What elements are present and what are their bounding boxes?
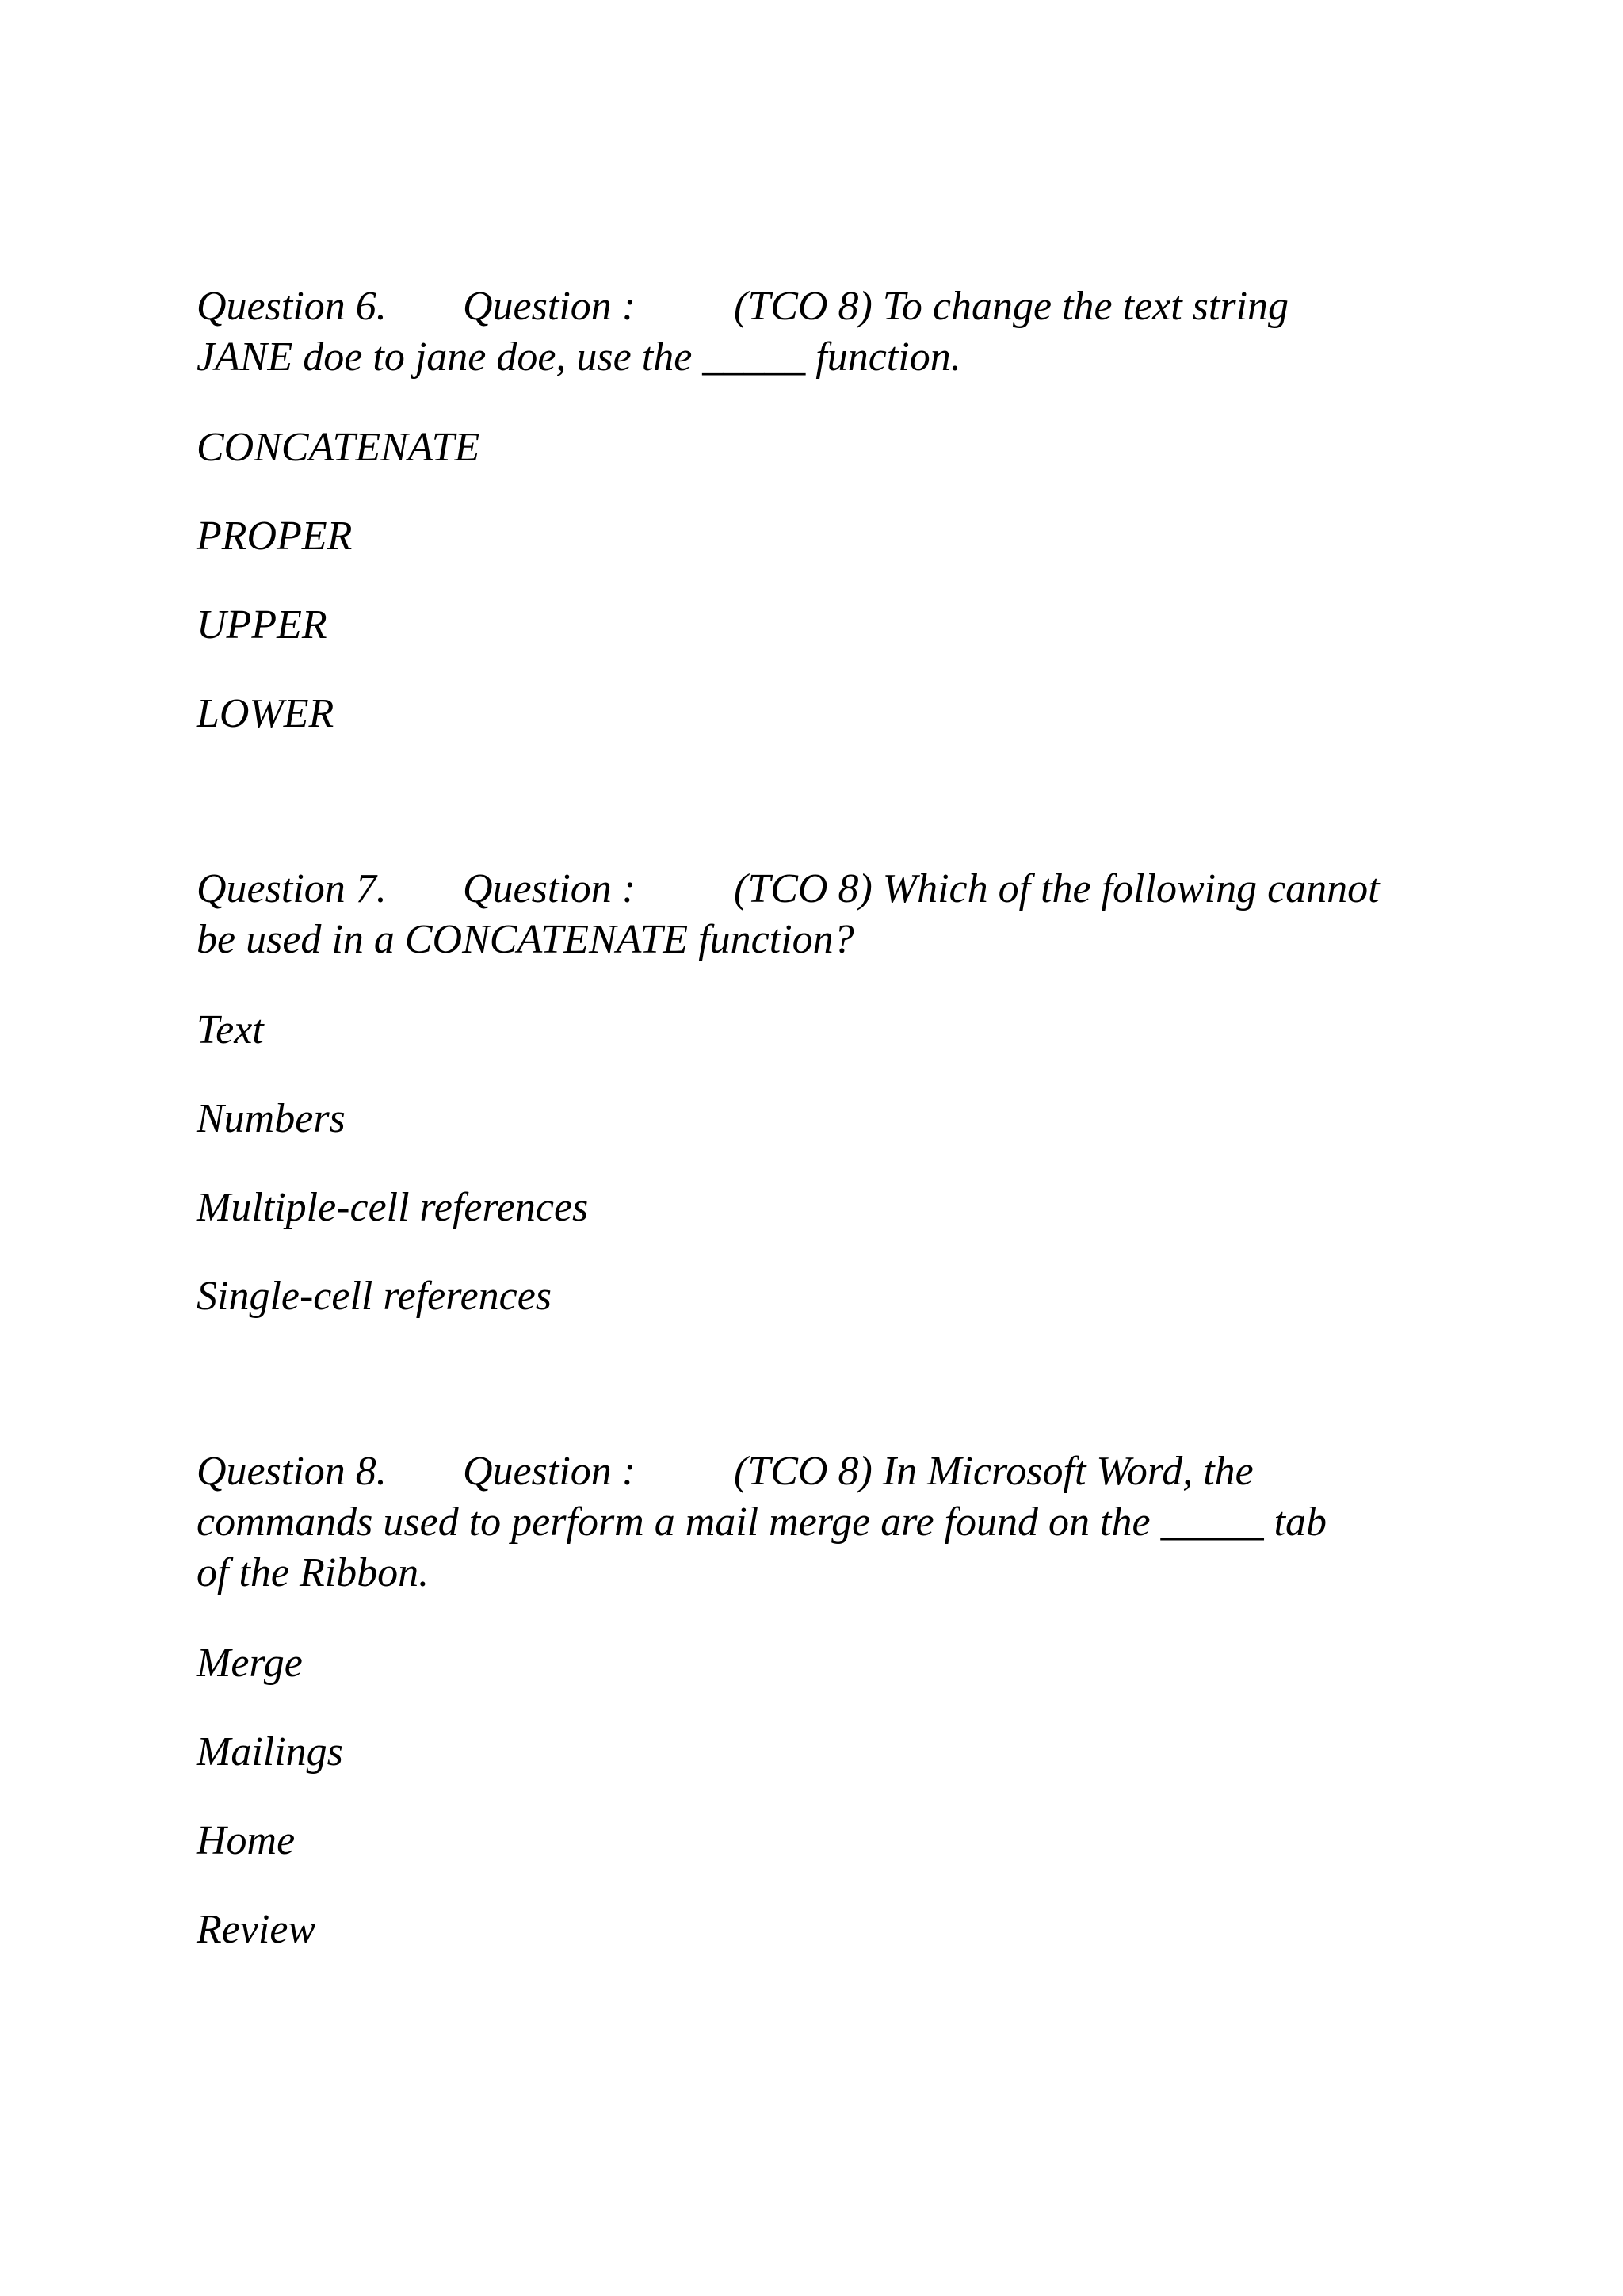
question-label: Question :: [463, 1449, 636, 1494]
question-8-text: [197, 1446, 1433, 1599]
question-7: [197, 864, 1433, 1319]
question-6: [197, 281, 1433, 736]
question-line-2: be used in a CONCATENATE function?: [197, 917, 854, 962]
question-line-2: commands used to perform a mail merge are found on the _____ tab: [197, 1499, 1327, 1545]
question-line-1: (TCO 8) To change the text string: [734, 284, 1289, 329]
answer-option: Mailings: [197, 1729, 343, 1775]
question-number: Question 7.: [197, 866, 387, 911]
answer-option: Review: [197, 1907, 316, 1952]
answer-option: Multiple-cell references: [197, 1185, 589, 1230]
question-line-1: (TCO 8) Which of the following cannot: [734, 866, 1380, 911]
answer-option: Merge: [197, 1641, 303, 1686]
question-label: Question :: [463, 284, 636, 329]
answer-option: CONCATENATE: [197, 425, 480, 470]
answer-option: LOWER: [197, 691, 334, 736]
question-line-3: of the Ribbon.: [197, 1550, 430, 1595]
question-8: [197, 1446, 1433, 1952]
question-6-text: [197, 281, 1433, 383]
answer-option: Single-cell references: [197, 1274, 552, 1319]
question-7-text: [197, 864, 1433, 965]
answer-option: PROPER: [197, 514, 353, 559]
question-number: Question 8.: [197, 1449, 387, 1494]
question-line-1: (TCO 8) In Microsoft Word, the: [734, 1449, 1254, 1494]
answer-option: Home: [197, 1818, 296, 1863]
answer-option: Numbers: [197, 1096, 346, 1141]
answer-option: UPPER: [197, 602, 327, 648]
answer-option: Text: [197, 1007, 264, 1052]
question-number: Question 6.: [197, 284, 387, 329]
question-line-2: JANE doe to jane doe, use the _____ function.: [197, 334, 961, 380]
question-label: Question :: [463, 866, 636, 911]
